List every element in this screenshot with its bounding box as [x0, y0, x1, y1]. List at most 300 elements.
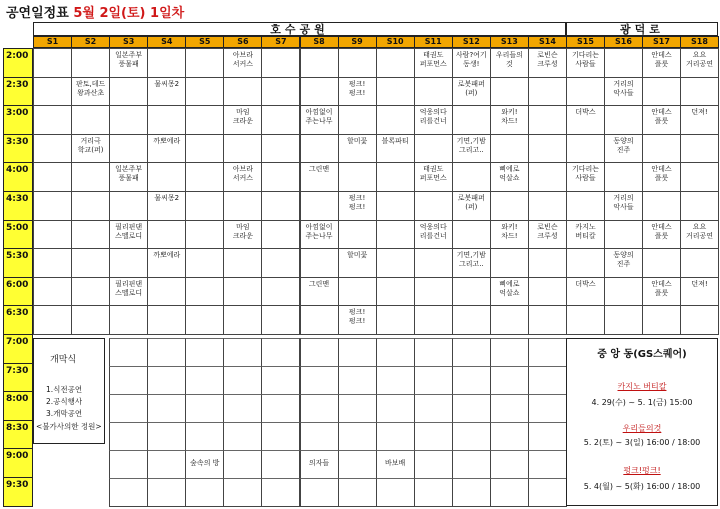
- event-entry: 일본주부 풍물패: [115, 51, 143, 68]
- event-entry: 물씨몽2: [154, 194, 180, 202]
- schedule-cell: [528, 338, 567, 367]
- event-entry: 판토,데드 왕과산초: [75, 79, 106, 97]
- schedule-cell: [376, 366, 415, 395]
- schedule-cell: [109, 134, 148, 164]
- schedule-cell: [185, 478, 224, 507]
- event-entry: 태권도 퍼포먼스: [419, 165, 447, 183]
- time-label: 8:30: [3, 420, 33, 450]
- event-entry: 사람?여기 동생!: [455, 51, 487, 68]
- schedule-cell: [490, 422, 529, 451]
- schedule-cell: [490, 77, 529, 107]
- schedule-cell: [452, 422, 491, 451]
- schedule-cell: [223, 366, 262, 395]
- schedule-cell: [185, 277, 224, 307]
- schedule-cell: [604, 277, 643, 307]
- schedule-cell: [642, 134, 681, 164]
- event-entry: 그린맨: [308, 165, 330, 174]
- schedule-cell: [147, 450, 186, 479]
- event-entry: 안데스 플룻: [651, 108, 672, 126]
- schedule-cell: [109, 338, 148, 367]
- schedule-cell: [147, 48, 186, 78]
- schedule-cell: [185, 248, 224, 278]
- event-entry: 로빈슨 크루셩: [537, 222, 558, 240]
- stage-header-s7: S7: [261, 36, 300, 48]
- schedule-cell: [452, 277, 491, 307]
- event-entry: 안데스 플룻: [651, 222, 672, 240]
- schedule-cell: [71, 305, 110, 335]
- event-entry: 거리극 학교(퍼): [77, 136, 104, 154]
- stage-header-s2: S2: [71, 36, 110, 48]
- schedule-cell: [528, 277, 567, 307]
- event-entry: 그린맨: [308, 279, 330, 288]
- schedule-cell: [680, 305, 719, 335]
- schedule-cell: [528, 162, 567, 192]
- schedule-cell: [185, 338, 224, 367]
- schedule-cell: [300, 305, 339, 335]
- schedule-cell: [414, 191, 453, 221]
- schedule-cell: [566, 305, 605, 335]
- opening-item: 3.개막공연: [46, 409, 83, 418]
- event-entry: 안데스 플룻: [651, 51, 672, 68]
- schedule-cell: [223, 191, 262, 221]
- square-title: 중 앙 동(GS스퀘어): [597, 349, 687, 360]
- event-entry: 요요 거리공연: [685, 51, 714, 68]
- event-entry: 던져!: [691, 108, 708, 117]
- schedule-cell: [147, 338, 186, 367]
- schedule-cell: [261, 422, 300, 451]
- schedule-cell: [490, 305, 529, 335]
- event-entry: 마임 크라운: [232, 108, 254, 126]
- schedule-cell: [71, 248, 110, 278]
- schedule-cell: [452, 450, 491, 479]
- schedule-cell: [414, 450, 453, 479]
- schedule-cell: [185, 191, 224, 221]
- stage-header-s11: S11: [414, 36, 453, 48]
- event-entry: 로봇패퍼 (퍼): [457, 79, 485, 97]
- schedule-cell: [147, 105, 186, 135]
- event-entry: 던져!: [691, 279, 708, 288]
- event-entry: 기다리는 사람들: [571, 51, 600, 68]
- schedule-cell: [71, 220, 110, 250]
- schedule-cell: [71, 191, 110, 221]
- stage-header-s10: S10: [376, 36, 415, 48]
- schedule-cell: [147, 305, 186, 335]
- schedule-cell: [185, 162, 224, 192]
- schedule-cell: [338, 478, 377, 507]
- event-entry: 우리들의 것: [495, 51, 523, 68]
- event-entry: 마임 크라운: [232, 222, 254, 240]
- schedule-cell: [71, 162, 110, 192]
- schedule-cell: [147, 366, 186, 395]
- stage-header-s14: S14: [528, 36, 567, 48]
- schedule-cell: [566, 77, 605, 107]
- schedule-cell: [261, 366, 300, 395]
- schedule-cell: [109, 478, 148, 507]
- schedule-cell: [528, 450, 567, 479]
- schedule-cell: [414, 248, 453, 278]
- event-entry: 까뽀에라: [153, 136, 181, 145]
- schedule-cell: [33, 48, 72, 78]
- event-entry: 거리의 악사들: [613, 194, 634, 211]
- schedule-cell: [490, 134, 529, 164]
- schedule-cell: [71, 105, 110, 135]
- schedule-cell: [223, 277, 262, 307]
- schedule-cell: [452, 105, 491, 135]
- schedule-title: [6, 2, 184, 21]
- event-entry: 펑크! 펑크!: [348, 308, 366, 326]
- schedule-cell: [414, 422, 453, 451]
- schedule-cell: [109, 394, 148, 423]
- schedule-cell: [490, 394, 529, 423]
- schedule-cell: [528, 105, 567, 135]
- stage-header-s9: S9: [338, 36, 377, 48]
- section-lake-park: 호수공원: [33, 22, 566, 36]
- schedule-cell: [376, 105, 415, 135]
- schedule-cell: [376, 77, 415, 107]
- schedule-cell: [414, 77, 453, 107]
- schedule-cell: [109, 248, 148, 278]
- time-label: 4:00: [3, 162, 33, 192]
- schedule-cell: [261, 478, 300, 507]
- stage-header-s6: S6: [223, 36, 262, 48]
- schedule-cell: [223, 478, 262, 507]
- schedule-cell: [71, 277, 110, 307]
- schedule-cell: [261, 220, 300, 250]
- event-entry: 와키! 차드!: [501, 222, 518, 240]
- schedule-cell: [147, 220, 186, 250]
- schedule-cell: [528, 478, 567, 507]
- event-entry: 억웅의다 리를건너: [419, 108, 447, 126]
- event-entry: 더박스: [575, 108, 596, 117]
- schedule-cell: [680, 162, 719, 192]
- schedule-cell: [109, 105, 148, 135]
- event-entry: 요요 거리공연: [685, 222, 714, 240]
- time-label: 6:00: [3, 277, 33, 307]
- schedule-cell: [642, 248, 681, 278]
- schedule-cell: [528, 191, 567, 221]
- schedule-cell: [33, 191, 72, 221]
- schedule-cell: [338, 422, 377, 451]
- time-label: 9:30: [3, 477, 33, 507]
- stage-header-s17: S17: [642, 36, 681, 48]
- stage-header-s3: S3: [109, 36, 148, 48]
- time-label: 2:00: [3, 48, 33, 78]
- schedule-cell: [300, 134, 339, 164]
- schedule-cell: [376, 422, 415, 451]
- schedule-cell: [680, 134, 719, 164]
- event-entry: 로봇패퍼 (퍼): [457, 194, 485, 211]
- schedule-cell: [528, 134, 567, 164]
- schedule-cell: [223, 248, 262, 278]
- schedule-cell: [261, 134, 300, 164]
- event-entry: 기면,기밤 그리고..: [456, 136, 486, 154]
- schedule-cell: [414, 478, 453, 507]
- stage-header-s16: S16: [604, 36, 643, 48]
- schedule-cell: [261, 394, 300, 423]
- schedule-cell: [490, 478, 529, 507]
- opening-title: 개막식: [50, 355, 77, 365]
- schedule-cell: [300, 394, 339, 423]
- event-entry: 기면,기밤 그리고..: [456, 251, 486, 269]
- schedule-cell: [642, 305, 681, 335]
- event-entry: 안데스 플룻: [651, 165, 672, 183]
- schedule-cell: [528, 366, 567, 395]
- schedule-cell: [376, 277, 415, 307]
- event-entry: 까뽀에라: [153, 251, 181, 260]
- schedule-cell: [376, 248, 415, 278]
- schedule-cell: [604, 220, 643, 250]
- time-label: 7:00: [3, 334, 33, 364]
- schedule-cell: [109, 422, 148, 451]
- schedule-cell: [33, 162, 72, 192]
- event-entry: 필리핀댄 스멜로디: [115, 279, 143, 297]
- event-entry: 바보배: [385, 459, 406, 467]
- event-entry: 펑크! 펑크!: [348, 79, 366, 97]
- schedule-cell: [185, 134, 224, 164]
- event-entry: 할미꽃: [346, 251, 368, 260]
- time-label: 5:00: [3, 220, 33, 250]
- opening-item: <불가사의한 정원>: [36, 422, 102, 431]
- title-date: 5월 2일(토) 1일차: [73, 6, 185, 21]
- schedule-cell: [300, 338, 339, 367]
- square-show-name: 카지노 버티칼: [617, 382, 667, 391]
- schedule-cell: [261, 48, 300, 78]
- schedule-cell: [109, 450, 148, 479]
- schedule-cell: [528, 77, 567, 107]
- schedule-cell: [604, 162, 643, 192]
- schedule-cell: [33, 77, 72, 107]
- stage-header-s5: S5: [185, 36, 224, 48]
- schedule-cell: [376, 478, 415, 507]
- central-square-box: [566, 338, 718, 506]
- schedule-cell: [414, 134, 453, 164]
- opening-item: 2.공식행사: [46, 397, 83, 406]
- schedule-cell: [566, 191, 605, 221]
- schedule-cell: [452, 220, 491, 250]
- time-label: 3:00: [3, 105, 33, 135]
- schedule-cell: [223, 450, 262, 479]
- event-entry: 아낌없이 주는나무: [305, 222, 333, 240]
- schedule-cell: [261, 77, 300, 107]
- schedule-cell: [261, 305, 300, 335]
- schedule-cell: [300, 77, 339, 107]
- title-prefix: 공연일정표: [6, 6, 69, 21]
- event-entry: 필리핀댄 스멜로디: [115, 222, 143, 240]
- schedule-cell: [490, 248, 529, 278]
- event-entry: 아브라 서커스: [232, 51, 254, 68]
- schedule-cell: [185, 77, 224, 107]
- schedule-cell: [261, 450, 300, 479]
- schedule-cell: [33, 305, 72, 335]
- event-entry: 펑크! 펑크!: [348, 194, 366, 211]
- schedule-cell: [223, 134, 262, 164]
- schedule-cell: [604, 48, 643, 78]
- schedule-cell: [33, 134, 72, 164]
- schedule-cell: [300, 48, 339, 78]
- schedule-cell: [223, 422, 262, 451]
- opening-ceremony-box: [33, 338, 105, 444]
- schedule-cell: [185, 105, 224, 135]
- schedule-cell: [147, 162, 186, 192]
- event-entry: 블록파티: [381, 136, 409, 145]
- time-label: 6:30: [3, 305, 33, 335]
- schedule-cell: [109, 77, 148, 107]
- schedule-cell: [452, 478, 491, 507]
- schedule-cell: [261, 105, 300, 135]
- schedule-cell: [680, 191, 719, 221]
- schedule-cell: [147, 422, 186, 451]
- schedule-cell: [147, 277, 186, 307]
- time-label: 7:30: [3, 363, 33, 393]
- schedule-cell: [300, 422, 339, 451]
- time-label: 3:30: [3, 134, 33, 164]
- time-label: 8:00: [3, 391, 33, 421]
- event-entry: 삐에로 억살쇼: [499, 279, 520, 297]
- schedule-cell: [223, 305, 262, 335]
- schedule-cell: [71, 48, 110, 78]
- schedule-cell: [414, 338, 453, 367]
- event-entry: 의자들: [308, 459, 330, 467]
- event-entry: 숲속의 방: [190, 459, 220, 467]
- schedule-cell: [414, 394, 453, 423]
- event-entry: 안데스 플룻: [651, 279, 672, 297]
- schedule-cell: [185, 394, 224, 423]
- opening-item: 1.식전공연: [46, 385, 83, 394]
- schedule-cell: [452, 366, 491, 395]
- time-label: 2:30: [3, 77, 33, 107]
- stage-header-s12: S12: [452, 36, 491, 48]
- event-entry: 아낌없이 주는나무: [305, 108, 333, 126]
- schedule-cell: [604, 305, 643, 335]
- schedule-cell: [452, 305, 491, 335]
- schedule-cell: [261, 191, 300, 221]
- schedule-cell: [185, 366, 224, 395]
- schedule-cell: [338, 162, 377, 192]
- schedule-cell: [528, 422, 567, 451]
- schedule-cell: [147, 394, 186, 423]
- event-entry: 할미꽃: [346, 136, 368, 145]
- stage-header-s4: S4: [147, 36, 186, 48]
- stage-header-s8: S8: [300, 36, 339, 48]
- schedule-cell: [185, 48, 224, 78]
- schedule-cell: [185, 422, 224, 451]
- schedule-cell: [680, 248, 719, 278]
- schedule-cell: [528, 394, 567, 423]
- schedule-cell: [109, 366, 148, 395]
- schedule-cell: [261, 248, 300, 278]
- schedule-cell: [33, 220, 72, 250]
- square-show-dates: 4. 29(수) ~ 5. 1(금) 15:00: [591, 398, 693, 407]
- schedule-cell: [376, 220, 415, 250]
- event-entry: 동양의 진주: [613, 251, 634, 269]
- section-gwangdeok-ro: 광덕로: [566, 22, 718, 36]
- schedule-cell: [223, 394, 262, 423]
- schedule-cell: [338, 220, 377, 250]
- schedule-cell: [300, 366, 339, 395]
- square-show-name: 우리들의것: [622, 424, 662, 433]
- event-entry: 와키! 차드!: [501, 108, 518, 126]
- time-label: 5:30: [3, 248, 33, 278]
- stage-header-s1: S1: [33, 36, 72, 48]
- stage-header-s13: S13: [490, 36, 529, 48]
- schedule-cell: [338, 338, 377, 367]
- schedule-cell: [414, 366, 453, 395]
- schedule-cell: [338, 48, 377, 78]
- schedule-cell: [604, 105, 643, 135]
- schedule-cell: [642, 77, 681, 107]
- schedule-cell: [490, 450, 529, 479]
- event-entry: 거리의 악사들: [613, 79, 634, 97]
- schedule-cell: [452, 338, 491, 367]
- event-entry: 로빈슨 크루셩: [537, 51, 558, 68]
- schedule-cell: [223, 338, 262, 367]
- event-entry: 물씨몽2: [154, 79, 180, 88]
- schedule-cell: [300, 191, 339, 221]
- stage-header-s15: S15: [566, 36, 605, 48]
- schedule-cell: [33, 105, 72, 135]
- event-entry: 더박스: [575, 279, 596, 288]
- schedule-cell: [261, 277, 300, 307]
- schedule-cell: [376, 191, 415, 221]
- time-label: 4:30: [3, 191, 33, 221]
- schedule-cell: [376, 162, 415, 192]
- schedule-cell: [33, 248, 72, 278]
- schedule-cell: [261, 338, 300, 367]
- schedule-cell: [490, 191, 529, 221]
- schedule-cell: [109, 305, 148, 335]
- event-entry: 기다리는 사람들: [571, 165, 600, 183]
- schedule-cell: [376, 48, 415, 78]
- schedule-cell: [680, 77, 719, 107]
- event-entry: 동양의 진주: [613, 136, 634, 154]
- schedule-cell: [566, 248, 605, 278]
- schedule-cell: [528, 305, 567, 335]
- schedule-cell: [528, 248, 567, 278]
- event-entry: 삐에로 억살쇼: [499, 165, 520, 183]
- schedule-cell: [414, 277, 453, 307]
- schedule-cell: [338, 366, 377, 395]
- schedule-cell: [376, 305, 415, 335]
- schedule-cell: [642, 191, 681, 221]
- schedule-cell: [376, 394, 415, 423]
- schedule-cell: [338, 450, 377, 479]
- square-show-dates: 5. 2(토) ~ 3(일) 16:00 / 18:00: [583, 438, 701, 447]
- schedule-cell: [566, 134, 605, 164]
- schedule-cell: [490, 338, 529, 367]
- schedule-cell: [414, 305, 453, 335]
- schedule-cell: [452, 162, 491, 192]
- event-entry: 일본주부 풍물패: [115, 165, 143, 183]
- schedule-cell: [338, 105, 377, 135]
- schedule-cell: [223, 77, 262, 107]
- schedule-cell: [261, 162, 300, 192]
- schedule-cell: [376, 338, 415, 367]
- schedule-cell: [300, 248, 339, 278]
- schedule-cell: [452, 394, 491, 423]
- schedule-cell: [338, 277, 377, 307]
- event-entry: 억웅의다 리를건너: [419, 222, 447, 240]
- schedule-cell: [109, 191, 148, 221]
- event-entry: 카지노 버티칼: [575, 222, 596, 240]
- schedule-cell: [338, 394, 377, 423]
- schedule-cell: [33, 277, 72, 307]
- square-show-name: 펑크!펑크!: [623, 466, 661, 475]
- square-show-dates: 5. 4(월) ~ 5(화) 16:00 / 18:00: [583, 482, 701, 491]
- schedule-cell: [185, 305, 224, 335]
- schedule-cell: [147, 478, 186, 507]
- schedule-cell: [490, 366, 529, 395]
- event-entry: 태권도 퍼포먼스: [419, 51, 447, 68]
